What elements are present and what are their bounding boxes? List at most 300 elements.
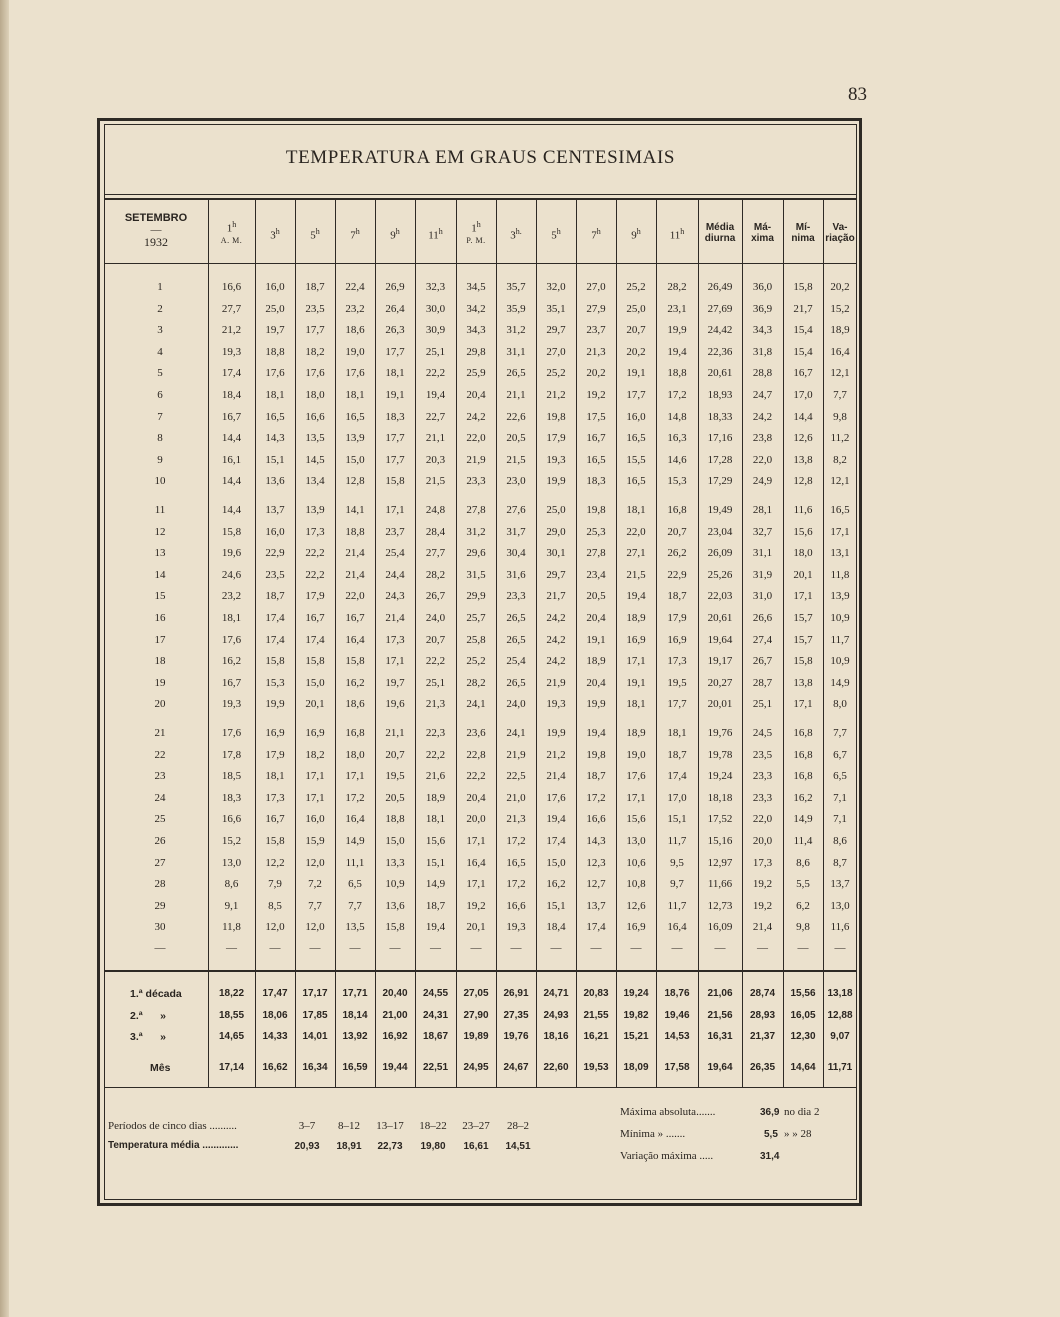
temperature-cell: 19,17	[707, 655, 733, 668]
temperature-cell: 18,7	[425, 899, 446, 912]
temperature-cell: 13,4	[305, 475, 325, 488]
temperature-cell: 16,2	[345, 676, 365, 689]
temperature-cell: 29,6	[466, 547, 486, 560]
temperature-cell: 10,9	[830, 655, 850, 668]
temperature-cell: 15,0	[305, 676, 325, 689]
summary-cell: 22,60	[543, 1062, 569, 1073]
day-number: 21	[154, 727, 166, 739]
temperature-cell: 6,7	[833, 748, 847, 761]
temperature-cell: 21,7	[793, 302, 813, 315]
temperature-cell: 18,1	[221, 612, 242, 624]
rule-below-title	[104, 194, 857, 195]
summary-cell: 18,16	[543, 1031, 569, 1042]
temperature-cell: 18,3	[385, 410, 405, 423]
temperature-cell: 22,3	[425, 727, 446, 739]
temperature-cell: 18,1	[345, 389, 365, 401]
temperature-cell: 21,9	[466, 453, 486, 466]
header-hour-number: 5	[551, 229, 557, 242]
period-temperature: 22,73	[377, 1141, 403, 1152]
temperature-cell: 7,7	[833, 389, 847, 401]
temperature-cell: 31,0	[752, 590, 773, 603]
temperature-cell: 19,2	[752, 878, 773, 891]
temperature-cell: 14,3	[265, 432, 285, 445]
header-stat	[783, 222, 823, 244]
temperature-cell: 17,6	[221, 633, 242, 646]
temperature-cell: 16,4	[830, 345, 850, 358]
summary-cell: 16,05	[790, 1010, 816, 1021]
empty-day-dash: —	[510, 942, 522, 954]
temperature-cell: 22,03	[707, 590, 733, 603]
temperature-cell: 22,36	[707, 345, 733, 358]
temperature-cell: 12,1	[830, 475, 850, 488]
header-hour	[536, 226, 576, 242]
temperature-cell: 23,3	[506, 590, 526, 603]
temperature-cell: 19,64	[707, 633, 733, 646]
temperature-cell: 12,2	[265, 856, 285, 869]
temperature-cell: 13,9	[345, 432, 365, 445]
temperature-cell: 27,9	[586, 302, 606, 315]
temperature-cell: 24,4	[385, 568, 405, 581]
temperature-cell: 19,9	[667, 324, 687, 337]
temperature-cell: 12,97	[707, 856, 733, 869]
temperature-cell: 19,3	[221, 698, 242, 711]
summary-cell: 14,53	[664, 1031, 690, 1042]
temperature-cell: 17,6	[265, 367, 285, 380]
temperature-cell: 16,4	[345, 633, 365, 646]
temperature-cell: 15,9	[305, 835, 325, 847]
summary-cell: 18,09	[623, 1062, 649, 1073]
header-hour-number: 9	[390, 229, 396, 242]
temperature-cell: 15,0	[385, 835, 405, 847]
day-number: 17	[154, 633, 166, 646]
temperature-cell: 24,0	[425, 612, 446, 624]
empty-day-dash: —	[269, 942, 281, 954]
temperature-cell: 16,0	[626, 410, 646, 423]
summary-cell: 12,88	[827, 1010, 853, 1021]
temperature-cell: 19,3	[506, 921, 526, 934]
temperature-cell: 18,2	[305, 748, 325, 761]
temperature-cell: 22,2	[305, 547, 325, 560]
temperature-cell: 19,3	[546, 698, 566, 711]
temperature-cell: 23,2	[345, 302, 365, 315]
temperature-cell: 15,4	[793, 345, 813, 358]
temperature-cell: 17,2	[345, 791, 365, 804]
header-hour	[576, 226, 616, 242]
temperature-cell: 15,8	[221, 525, 242, 538]
summary-cell: 17,14	[218, 1062, 245, 1073]
summary-cell: 18,14	[342, 1010, 368, 1021]
temperature-cell: 18,9	[626, 727, 646, 739]
temperature-cell: 25,1	[425, 345, 446, 358]
temperature-cell: 17,7	[385, 345, 405, 358]
temperature-cell: 22,0	[626, 525, 646, 538]
temperature-cell: 23,4	[586, 568, 606, 581]
summary-cell: 14,33	[262, 1031, 288, 1042]
temperature-cell: 14,4	[221, 504, 242, 516]
temperature-cell: 17,29	[707, 475, 733, 488]
temperature-cell: 15,1	[667, 813, 687, 826]
temperature-cell: 17,3	[752, 856, 773, 869]
temperature-cell: 11,66	[707, 878, 733, 891]
summary-cell: 18,06	[262, 1010, 288, 1021]
temperature-cell: 18,8	[265, 345, 285, 358]
temperature-cell: 9,8	[833, 410, 847, 423]
empty-day-dash: —	[470, 942, 482, 954]
temperature-cell: 20,4	[466, 791, 486, 804]
temperature-cell: 26,5	[506, 676, 526, 689]
temperature-cell: 19,4	[667, 345, 687, 358]
temperature-cell: 32,7	[752, 525, 773, 538]
header-hour	[656, 226, 698, 242]
temperature-cell: 31,7	[506, 525, 526, 538]
temperature-cell: 22,9	[667, 568, 687, 581]
temperature-cell: 14,1	[345, 504, 365, 516]
temperature-cell: 22,6	[506, 410, 526, 423]
temperature-cell: 13,8	[793, 676, 813, 689]
temperature-cell: 18,1	[626, 504, 646, 516]
temperature-cell: 24,0	[506, 698, 526, 711]
day-number: 7	[157, 410, 163, 423]
temperature-cell: 16,8	[793, 748, 813, 761]
header-hour-suffix: h	[556, 227, 561, 236]
temperature-cell: 28,7	[752, 676, 773, 689]
temperature-cell: 17,52	[707, 813, 733, 826]
temperature-cell: 12,7	[586, 878, 606, 891]
temperature-cell: 14,3	[586, 835, 606, 847]
temperature-cell: 16,4	[667, 921, 687, 934]
temperature-cell: 17,2	[586, 791, 606, 804]
temperature-cell: 16,5	[265, 410, 285, 423]
period-range: 13–17	[376, 1120, 404, 1132]
temperature-cell: 17,1	[626, 655, 646, 668]
temperature-cell: 17,1	[466, 835, 486, 847]
temperature-cell: 25,0	[265, 302, 285, 315]
temperature-cell: 16,6	[305, 410, 325, 423]
temperature-cell: 17,0	[793, 389, 813, 401]
temperature-cell: 28,1	[752, 504, 773, 516]
temperature-cell: 29,9	[466, 590, 486, 603]
day-number: 8	[157, 432, 163, 445]
temperature-cell: 21,6	[425, 770, 446, 783]
empty-day-dash: —	[430, 942, 441, 954]
day-number: 12	[154, 525, 166, 538]
temperature-cell: 17,7	[385, 432, 405, 445]
temperature-cell: 20,1	[305, 698, 325, 711]
table-title: TEMPERATURA EM GRAUS CENTESIMAIS	[285, 147, 676, 168]
temperature-cell: 16,9	[305, 727, 325, 739]
temperature-cell: 20,0	[466, 813, 486, 826]
temperature-cell: 20,7	[626, 324, 646, 337]
temperature-cell: 13,0	[626, 835, 646, 847]
temperature-cell: 7,1	[833, 791, 847, 804]
temperature-cell: 25,8	[466, 633, 486, 646]
temperature-cell: 11,8	[222, 921, 241, 934]
temperature-cell: 18,9	[586, 655, 606, 668]
temperature-cell: 8,0	[833, 698, 847, 711]
rule-below-summary	[104, 1087, 857, 1088]
temperature-cell: 24,2	[546, 612, 566, 624]
temperature-cell: 13,7	[830, 878, 850, 891]
temperature-cell: 17,16	[707, 432, 733, 445]
temperature-cell: 21,2	[221, 324, 242, 337]
temperature-cell: 8,6	[833, 835, 847, 847]
temperature-cell: 25,2	[466, 655, 486, 668]
header-hour-number: 1	[471, 222, 477, 235]
temperature-cell: 16,3	[667, 432, 687, 445]
temperature-cell: 17,1	[385, 655, 405, 668]
temperature-cell: 18,1	[265, 770, 285, 783]
header-hour-number: 11	[428, 229, 439, 242]
temperature-cell: 11,7	[667, 899, 687, 912]
temperature-cell: 24,9	[752, 475, 773, 488]
temperature-cell: 22,8	[466, 748, 486, 761]
temperature-cell: 21,7	[546, 590, 566, 603]
temperature-cell: 26,49	[707, 281, 733, 293]
temperature-cell: 17,6	[221, 727, 242, 739]
temperature-cell: 36,0	[752, 281, 773, 293]
temperature-cell: 27,4	[752, 633, 773, 646]
temperature-cell: 24,2	[546, 633, 566, 646]
header-hour	[375, 226, 415, 242]
summary-cell: 13,92	[342, 1031, 368, 1042]
header-hour-number: 5	[310, 229, 316, 242]
summary-cell: 21,37	[749, 1031, 776, 1042]
temperature-cell: 24,5	[752, 727, 773, 739]
header-hour-number: 3	[270, 229, 276, 242]
summary-cell: 18,55	[218, 1010, 245, 1021]
day-number: 20	[154, 698, 166, 711]
temperature-cell: 16,4	[345, 813, 365, 826]
header-hour-number: 1	[226, 222, 233, 235]
day-number: 24	[154, 791, 166, 804]
summary-cell: 27,05	[463, 988, 489, 999]
empty-day-dash: —	[714, 942, 726, 954]
header-month: SETEMBRO	[124, 212, 188, 224]
temperature-cell: 19,24	[707, 770, 733, 783]
header-hour-suffix: h	[596, 227, 601, 236]
periods-label: Períodos de cinco dias ..........	[108, 1120, 237, 1132]
temperature-cell: 17,4	[667, 770, 687, 783]
temperature-cell: 24,42	[707, 324, 733, 337]
temperature-cell: 11,7	[667, 835, 687, 847]
temperature-cell: 21,1	[385, 727, 405, 739]
header-dash: —	[150, 224, 162, 236]
temperature-cell: 25,3	[586, 525, 606, 538]
empty-day-dash: —	[309, 942, 321, 954]
temperature-cell: 18,18	[707, 791, 733, 804]
temperature-cell: 12,73	[707, 899, 733, 912]
header-hour	[496, 226, 536, 242]
header-hour-number: 7	[350, 229, 356, 242]
header-hour	[415, 226, 456, 242]
temperature-cell: 17,7	[626, 389, 646, 401]
temperature-cell: 18,8	[667, 367, 687, 380]
temperature-cell: 15,3	[667, 475, 687, 488]
temperature-cell: 22,7	[425, 410, 446, 423]
temperature-cell: 19,3	[221, 345, 242, 358]
temperature-cell: 19,8	[586, 504, 606, 516]
temperature-cell: 15,8	[793, 281, 813, 293]
temperature-cell: 22,2	[425, 748, 446, 761]
header-stat-line: nima	[791, 233, 815, 244]
header-stat	[742, 222, 783, 244]
temperature-cell: 19,4	[546, 813, 566, 826]
temperature-cell: 19,1	[385, 389, 405, 401]
temperature-cell: 16,6	[221, 813, 242, 826]
temperature-cell: 18,9	[626, 612, 646, 624]
temperature-cell: 19,8	[586, 748, 606, 761]
temperature-cell: 15,6	[793, 525, 813, 538]
temperature-cell: 25,9	[466, 367, 486, 380]
summary-cell: 14,64	[790, 1062, 816, 1073]
temperature-cell: 16,7	[305, 612, 325, 624]
temperature-cell: 29,8	[466, 345, 486, 358]
temperature-cell: 18,6	[345, 324, 365, 337]
summary-cell: 24,93	[543, 1010, 569, 1021]
temperature-cell: 15,1	[265, 453, 285, 466]
empty-day-dash: —	[671, 942, 683, 954]
day-number: 6	[157, 389, 163, 401]
temperature-cell: 20,27	[707, 676, 733, 689]
temperature-cell: 18,1	[626, 698, 646, 711]
temperature-cell: 16,4	[466, 856, 486, 869]
header-hour-suffix: h	[355, 227, 360, 236]
temperature-cell: 28,4	[425, 525, 446, 538]
temperature-cell: 15,8	[265, 655, 285, 668]
temperature-cell: 6,5	[348, 878, 362, 891]
temperature-cell: 19,9	[546, 727, 566, 739]
header-hour	[295, 226, 335, 242]
summary-cell: 19,64	[707, 1062, 733, 1073]
header-hour-suffix: h	[315, 227, 320, 236]
temperature-cell: 11,4	[793, 835, 813, 847]
temperature-cell: 20,0	[752, 835, 773, 847]
temperature-cell: 5,5	[796, 878, 810, 891]
temperature-cell: 19,1	[626, 676, 646, 689]
temperature-cell: 17,4	[265, 612, 285, 624]
temperature-cell: 21,1	[425, 432, 446, 445]
summary-cell: 11,71	[827, 1062, 853, 1073]
header-hour-number: 3	[510, 229, 516, 242]
summary-label: Mês	[150, 1062, 171, 1074]
temperature-cell: 19,5	[667, 676, 687, 689]
temperature-cell: 21,1	[506, 389, 526, 401]
temperature-cell: 31,9	[752, 568, 773, 581]
temperature-cell: 25,2	[626, 281, 646, 293]
temperature-cell: 21,3	[425, 698, 446, 711]
temperature-cell: 13,9	[830, 590, 850, 603]
temperature-cell: 34,2	[466, 302, 486, 315]
temperature-cell: 17,9	[667, 612, 687, 624]
temperature-cell: 26,6	[752, 612, 773, 624]
temperature-cell: 19,1	[626, 367, 646, 380]
temperature-cell: 8,2	[833, 453, 847, 466]
temperature-cell: 23,0	[506, 475, 526, 488]
temperature-cell: 20,2	[626, 345, 646, 358]
temperature-cell: 13,6	[385, 899, 405, 912]
summary-cell: 16,92	[382, 1031, 408, 1042]
temperature-cell: 35,9	[506, 302, 526, 315]
day-number: 22	[154, 748, 166, 761]
temperature-cell: 22,2	[466, 770, 486, 783]
temperature-cell: 11,1	[345, 856, 365, 869]
temperature-cell: 13,7	[265, 504, 285, 516]
summary-cell: 9,07	[830, 1031, 850, 1042]
day-number: 30	[154, 921, 166, 934]
temperature-cell: 25,4	[506, 655, 526, 668]
temperature-cell: 16,7	[221, 410, 242, 423]
summary-cell: 17,58	[664, 1062, 690, 1073]
period-range: 3–7	[298, 1120, 316, 1132]
empty-day-dash: —	[590, 942, 602, 954]
summary-cell: 21,55	[583, 1010, 609, 1021]
temperature-cell: 25,7	[466, 612, 486, 624]
empty-day-dash: —	[226, 942, 237, 954]
temperature-cell: 9,8	[796, 921, 810, 934]
temperature-cell: 22,0	[466, 432, 486, 445]
rule-below-title-2	[104, 198, 857, 200]
temperature-cell: 19,4	[425, 921, 446, 934]
temperature-cell: 17,7	[305, 324, 325, 337]
temperature-cell: 10,9	[385, 878, 405, 891]
temperature-cell: 16,5	[506, 856, 526, 869]
temperature-cell: 22,9	[265, 547, 285, 560]
temperature-cell: 13,8	[793, 453, 813, 466]
temperature-cell: 14,9	[345, 835, 365, 847]
summary-cell: 28,74	[749, 988, 776, 999]
temperature-cell: 12,3	[586, 856, 606, 869]
temperature-cell: 17,4	[305, 633, 325, 646]
temperature-cell: 22,0	[752, 813, 773, 826]
temperature-cell: 13,5	[345, 921, 365, 934]
temperature-cell: 10,8	[626, 878, 646, 891]
summary-cell: 12,30	[790, 1031, 816, 1042]
temperature-cell: 18,33	[707, 410, 733, 423]
empty-day-dash: —	[154, 942, 166, 954]
summary-cell: 16,31	[707, 1031, 733, 1042]
temperature-cell: 27,1	[626, 547, 646, 560]
temperature-cell: 34,3	[466, 324, 486, 337]
temperature-cell: 19,9	[586, 698, 606, 711]
temperature-cell: 16,6	[586, 813, 606, 826]
temperature-cell: 16,9	[265, 727, 285, 739]
header-hour-number: 7	[591, 229, 597, 242]
temperature-cell: 21,3	[506, 813, 526, 826]
period-range: 8–12	[338, 1120, 360, 1132]
summary-label: 3.ª »	[130, 1031, 166, 1043]
temperature-cell: 17,0	[667, 791, 687, 804]
temperature-cell: 23,7	[586, 324, 606, 337]
temperature-cell: 14,8	[667, 410, 687, 423]
period-temperature: 14,51	[505, 1141, 531, 1152]
temperature-cell: 14,5	[305, 453, 325, 466]
summary-cell: 22,51	[422, 1062, 449, 1073]
temperature-cell: 13,3	[385, 856, 405, 869]
header-hour-period: P. M.	[466, 235, 486, 245]
max-abs-value: 36,9	[760, 1107, 780, 1118]
temperature-cell: 15,3	[265, 676, 285, 689]
temperature-cell: 23,5	[265, 568, 285, 581]
temperature-cell: 18,6	[345, 698, 365, 711]
empty-day-dash: —	[349, 942, 361, 954]
header-hour-suffix: h	[438, 227, 443, 236]
variation-value: 31,4	[760, 1151, 780, 1162]
temperature-cell: 7,7	[348, 899, 362, 912]
summary-cell: 15,21	[623, 1031, 649, 1042]
temperature-cell: 13,5	[305, 432, 325, 445]
header-hour-suffix: h	[680, 227, 685, 236]
temperature-cell: 11,6	[793, 504, 813, 516]
